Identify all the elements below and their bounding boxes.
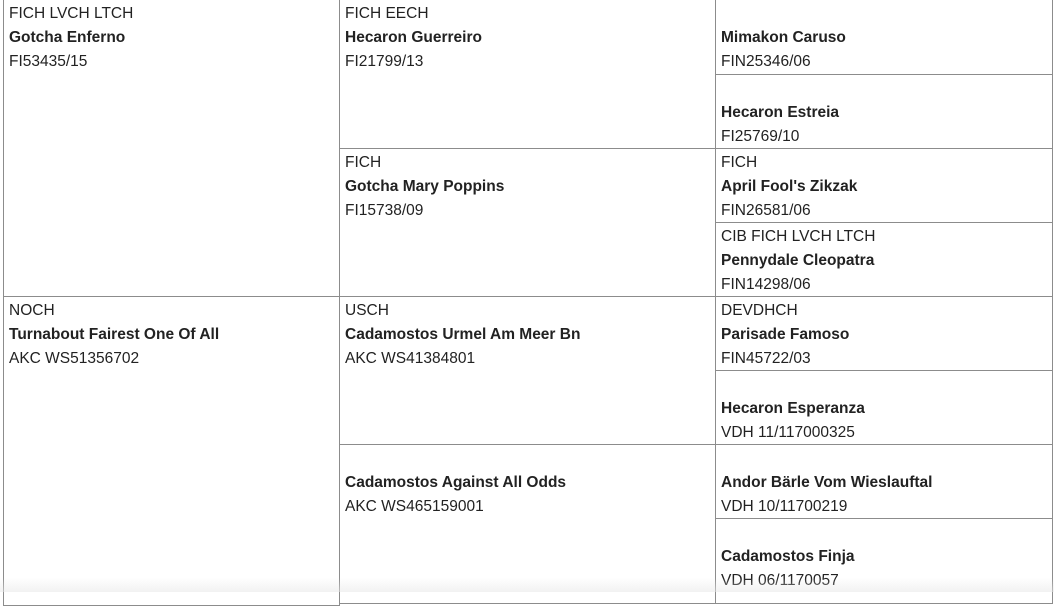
registration-number: FI15738/09: [345, 199, 710, 223]
registration-number: AKC WS41384801: [345, 347, 710, 371]
pedigree-cell-sire-sire-sire: [715, 0, 1053, 75]
pedigree-cell-dam-sire: [339, 296, 716, 445]
titles: FICH EECH: [345, 2, 710, 26]
titles: [721, 2, 1047, 26]
titles: CIB FICH LVCH LTCH: [721, 225, 1047, 249]
pedigree-cell-sire-sire-dam: [715, 74, 1053, 149]
registration-number: FIN25346/06: [721, 50, 1047, 74]
registration-number: FI25769/10: [721, 125, 1047, 149]
dog-name: Hecaron Esperanza: [721, 397, 1047, 421]
pedigree-cell-sire-dam-sire: [715, 148, 1053, 223]
pedigree-cell-sire: [3, 0, 340, 297]
titles: [721, 77, 1047, 101]
registration-number: AKC WS51356702: [9, 347, 334, 371]
titles: NOCH: [9, 299, 334, 323]
registration-number: AKC WS465159001: [345, 495, 710, 519]
dog-name: Cadamostos Finja: [721, 545, 1047, 569]
titles: [721, 447, 1047, 471]
pedigree-cell-dam-dam-dam: [715, 518, 1053, 604]
titles: DEVDHCH: [721, 299, 1047, 323]
dog-name: Turnabout Fairest One Of All: [9, 323, 334, 347]
dog-name: April Fool's Zikzak: [721, 175, 1047, 199]
dog-name: Gotcha Mary Poppins: [345, 175, 710, 199]
dog-name: Mimakon Caruso: [721, 26, 1047, 50]
dog-name: Cadamostos Against All Odds: [345, 471, 710, 495]
dog-name: Parisade Famoso: [721, 323, 1047, 347]
registration-number: VDH 06/1170057: [721, 569, 1047, 593]
registration-number: FI53435/15: [9, 50, 334, 74]
dog-name: Pennydale Cleopatra: [721, 249, 1047, 273]
registration-number: FI21799/13: [345, 50, 710, 74]
titles: USCH: [345, 299, 710, 323]
registration-number: FIN45722/03: [721, 347, 1047, 371]
dog-name: Gotcha Enferno: [9, 26, 334, 50]
pedigree-cell-sire-dam: [339, 148, 716, 297]
registration-number: FIN14298/06: [721, 273, 1047, 297]
titles: [345, 447, 710, 471]
titles: [721, 521, 1047, 545]
titles: [721, 373, 1047, 397]
pedigree-cell-sire-dam-dam: [715, 222, 1053, 297]
titles: FICH: [721, 151, 1047, 175]
pedigree-cell-dam-dam: [339, 444, 716, 604]
pedigree-cell-dam-sire-sire: [715, 296, 1053, 371]
pedigree-cell-dam-sire-dam: [715, 370, 1053, 445]
dog-name: Hecaron Estreia: [721, 101, 1047, 125]
pedigree-table: [3, 0, 1053, 600]
pedigree-cell-dam-dam-sire: [715, 444, 1053, 519]
titles: FICH: [345, 151, 710, 175]
dog-name: Hecaron Guerreiro: [345, 26, 710, 50]
pedigree-cell-dam: [3, 296, 340, 606]
dog-name: Cadamostos Urmel Am Meer Bn: [345, 323, 710, 347]
registration-number: VDH 10/11700219: [721, 495, 1047, 519]
titles: FICH LVCH LTCH: [9, 2, 334, 26]
registration-number: VDH 11/117000325: [721, 421, 1047, 445]
pedigree-cell-sire-sire: [339, 0, 716, 149]
registration-number: FIN26581/06: [721, 199, 1047, 223]
dog-name: Andor Bärle Vom Wieslauftal: [721, 471, 1047, 495]
